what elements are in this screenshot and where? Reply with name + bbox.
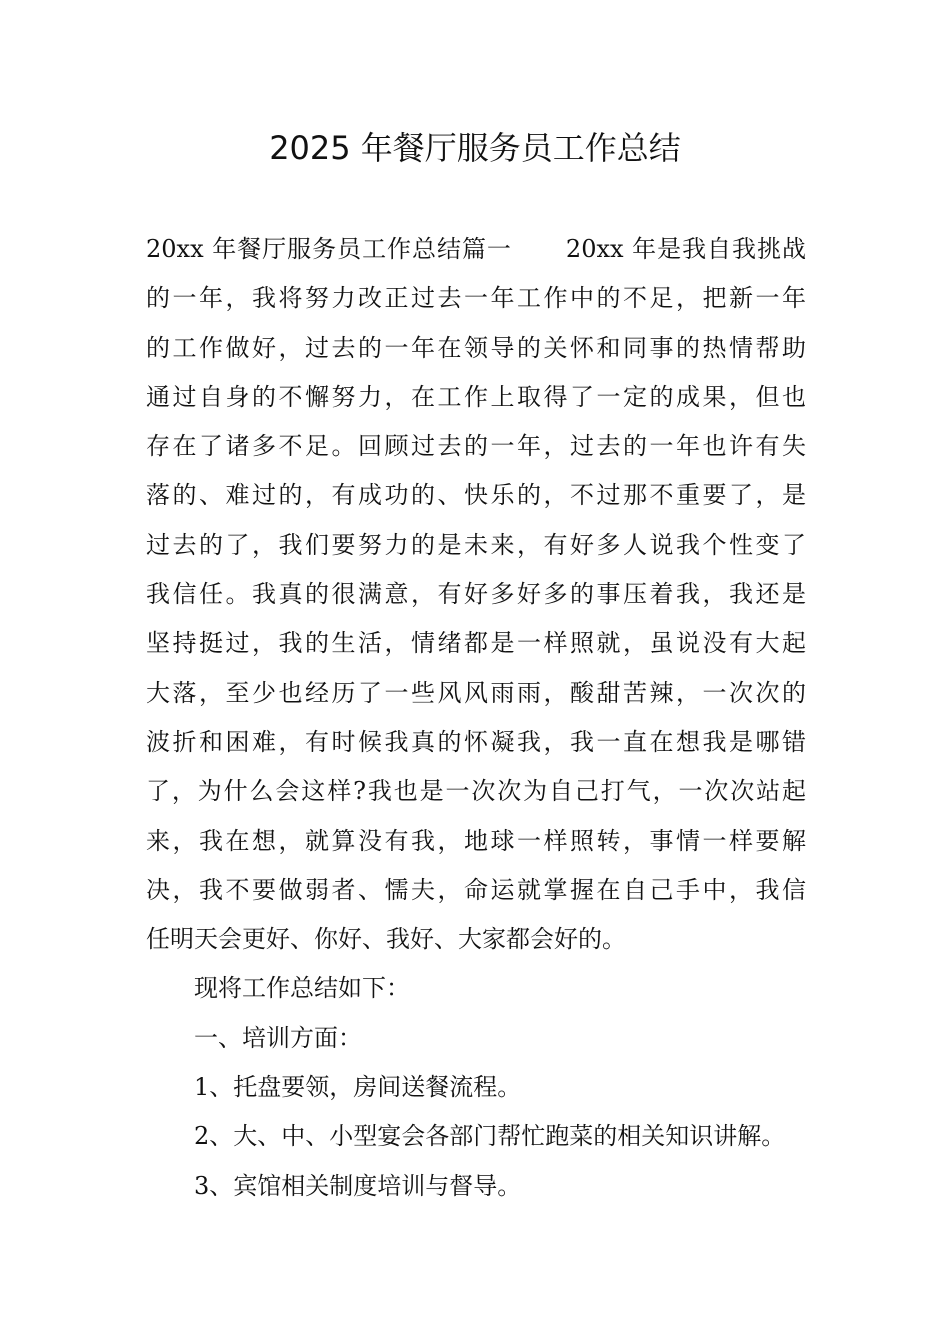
paragraph-line: 的工作做好，过去的一年在领导的关怀和同事的热情帮助	[146, 333, 806, 362]
paragraph-line	[146, 225, 806, 274]
paragraph-line: 任明天会更好、你好、我好、大家都会好的。	[146, 925, 626, 954]
list-item: 3、宾馆相关制度培训与督导。	[194, 1171, 522, 1200]
paragraph-line: 落的、难过的，有成功的、快乐的，不过那不重要了，是	[146, 481, 806, 510]
paragraph-line: 决，我不要做弱者、懦夫，命运就掌握在自己手中，我信	[146, 875, 806, 904]
paragraph-line: 我信任。我真的很满意，有好多好多的事压着我，我还是	[146, 580, 806, 609]
document-body	[146, 225, 806, 1211]
summary-intro: 现将工作总结如下：	[194, 974, 410, 1003]
paragraph-line: 的一年，我将努力改正过去一年工作中的不足，把新一年	[146, 284, 806, 313]
document-title: 2025 年餐厅服务员工作总结	[269, 129, 681, 167]
list-item: 1、托盘要领，房间送餐流程。	[194, 1073, 522, 1102]
section-label: 20xx 年餐厅服务员工作总结篇一	[146, 235, 512, 263]
paragraph-line: 了，为什么会这样?我也是一次次为自己打气，一次次站起	[146, 777, 806, 806]
list-item: 2、大、中、小型宴会各部门帮忙跑菜的相关知识讲解。	[194, 1122, 786, 1151]
paragraph-line: 来，我在想，就算没有我，地球一样照转，事情一样要解	[146, 826, 806, 855]
paragraph-start: 20xx 年是我自我挑战	[565, 235, 806, 263]
paragraph-line: 存在了诸多不足。回顾过去的一年，过去的一年也许有失	[146, 432, 806, 461]
paragraph-line: 通过自身的不懈努力，在工作上取得了一定的成果，但也	[146, 382, 806, 411]
paragraph-line: 波折和困难，有时候我真的怀凝我，我一直在想我是哪错	[146, 727, 806, 756]
paragraph-line: 坚持挺过，我的生活，情绪都是一样照就，虽说没有大起	[146, 629, 806, 658]
paragraph-line: 过去的了，我们要努力的是未来，有好多人说我个性变了	[146, 530, 806, 559]
section-heading: 一、培训方面：	[194, 1023, 362, 1052]
paragraph-line: 大落，至少也经历了一些风风雨雨，酸甜苦辣，一次次的	[146, 678, 806, 707]
